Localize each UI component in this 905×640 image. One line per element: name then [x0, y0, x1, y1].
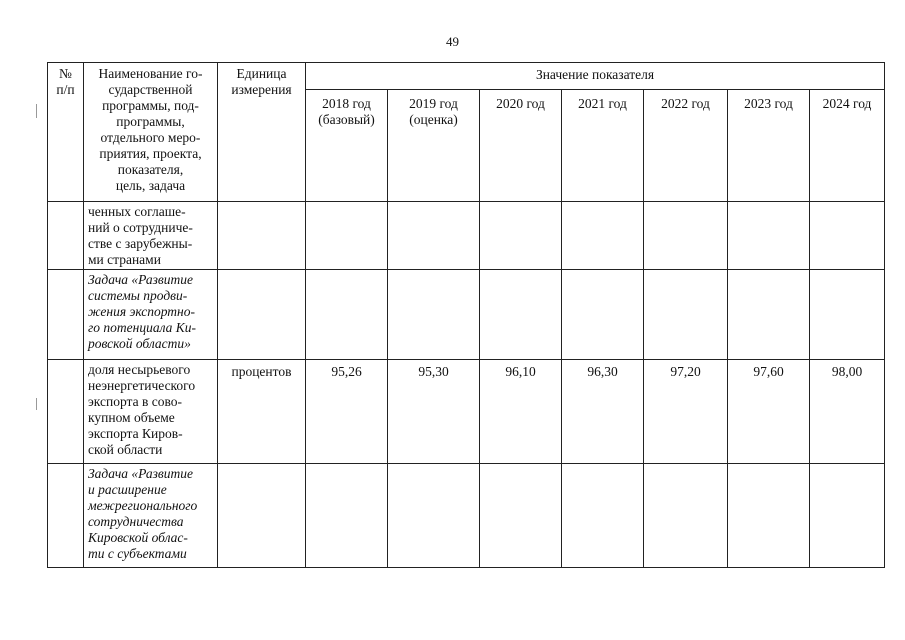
value-cell: 95,26	[306, 360, 388, 464]
table-row	[48, 202, 885, 270]
value-cell: 96,10	[480, 360, 562, 464]
year-header: 2023 год	[728, 90, 810, 202]
unit-cell	[218, 464, 306, 568]
value-cell: 98,00	[810, 360, 885, 464]
number-cell	[48, 202, 84, 270]
year-header: 2024 год	[810, 90, 885, 202]
number-cell	[48, 270, 84, 360]
value-cell	[644, 464, 728, 568]
value-cell	[562, 202, 644, 270]
value-cell: 96,30	[562, 360, 644, 464]
value-cell	[306, 202, 388, 270]
value-cell	[562, 270, 644, 360]
unit-cell	[218, 202, 306, 270]
value-cell	[306, 464, 388, 568]
task-name: Задача «Развитие и расширение межрегионального сотрудничества Кировской облас- ти с субъектами	[84, 464, 218, 568]
value-cell: 97,20	[644, 360, 728, 464]
table-row	[48, 464, 885, 568]
value-cell: 97,60	[728, 360, 810, 464]
number-cell	[48, 464, 84, 568]
value-cell	[480, 270, 562, 360]
value-group-header: Значение показателя	[306, 63, 885, 90]
indicator-name: доля несырьевого неэнергетического экспорта в сово- купном объеме экспорта Киров- ской области	[84, 360, 218, 464]
value-cell	[810, 202, 885, 270]
value-cell	[728, 464, 810, 568]
value-cell	[728, 202, 810, 270]
year-header: 2021 год	[562, 90, 644, 202]
scan-mark	[36, 104, 37, 118]
name-header: Наименование го- сударственной программы, под- программы, отдельного меро- приятия, проекта, показателя, цель, задача	[84, 63, 218, 202]
indicator-name: ченных соглаше- ний о сотрудниче- стве с зарубежны- ми странами	[84, 202, 218, 270]
value-cell	[388, 270, 480, 360]
value-cell	[810, 270, 885, 360]
unit-cell: процентов	[218, 360, 306, 464]
value-cell	[388, 202, 480, 270]
year-header: 2018 год (базовый)	[306, 90, 388, 202]
value-cell	[480, 464, 562, 568]
number-header: № п/п	[48, 63, 84, 202]
value-cell	[810, 464, 885, 568]
page-number: 49	[446, 34, 459, 49]
task-name: Задача «Развитие системы продви- жения экспортно- го потенциала Ки- ровской области»	[84, 270, 218, 360]
value-cell	[306, 270, 388, 360]
value-cell: 95,30	[388, 360, 480, 464]
year-header: 2022 год	[644, 90, 728, 202]
year-header: 2020 год	[480, 90, 562, 202]
number-cell	[48, 360, 84, 464]
value-cell	[644, 202, 728, 270]
indicators-table	[47, 62, 885, 568]
value-cell	[388, 464, 480, 568]
scan-mark	[36, 398, 37, 410]
value-cell	[728, 270, 810, 360]
table-row	[48, 270, 885, 360]
header-row-top	[48, 63, 885, 90]
value-cell	[480, 202, 562, 270]
year-header: 2019 год (оценка)	[388, 90, 480, 202]
unit-cell	[218, 270, 306, 360]
table-row	[48, 360, 885, 464]
value-cell	[562, 464, 644, 568]
value-cell	[644, 270, 728, 360]
unit-header: Единица измерения	[218, 63, 306, 202]
